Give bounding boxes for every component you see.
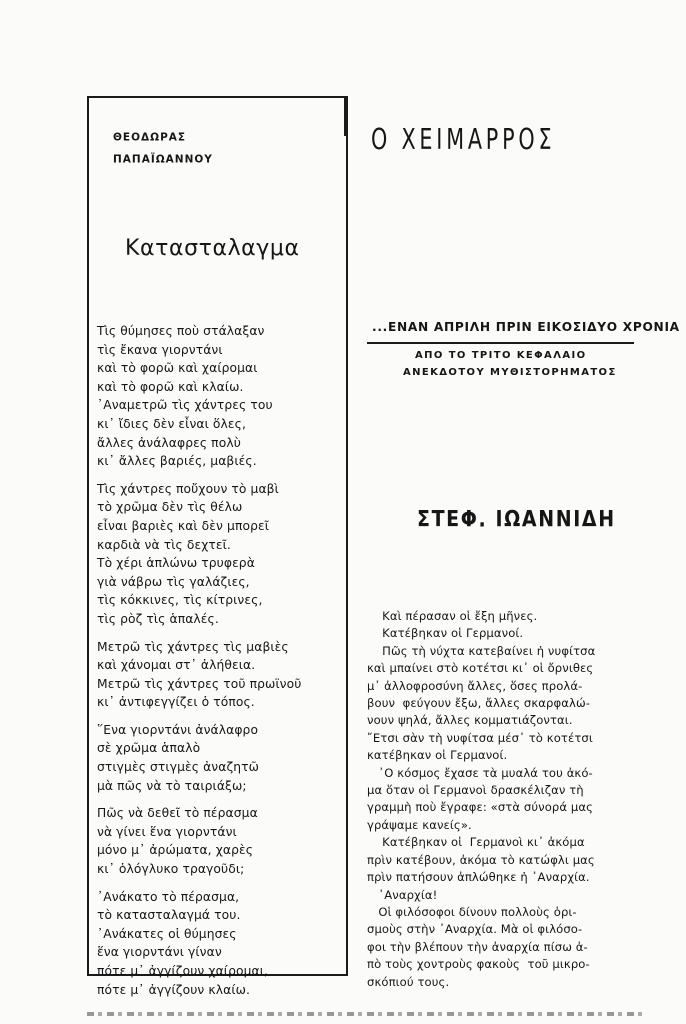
article-line: Κατέβηκαν οἱ Γερμανοὶ κι᾿ ἀκόμα <box>367 835 585 850</box>
poem-line: νὰ γίνει ἕνα γιορντάνι <box>97 824 237 839</box>
poem-line: ᾿Ανάκατες οἱ θύμησες <box>97 926 237 941</box>
article-line: σμοὺς στὴν ᾿Αναρχία. Μὰ οἱ φιλόσο- <box>367 922 583 937</box>
poem-line: σὲ χρῶμα ἁπαλὸ <box>97 741 201 756</box>
poem-line: κι᾿ ἴδιες δὲν εἶναι ὅλες, <box>97 416 246 431</box>
poem-line: καρδιὰ νὰ τὶς δεχτεῖ. <box>97 537 231 552</box>
article-line: νουν ψηλά, ἄλλες κομματιάζονται. <box>367 713 573 728</box>
article-body <box>367 608 635 991</box>
article-line: κατέβηκαν οἱ Γερμανοί. <box>367 748 508 763</box>
poem-line: καὶ τὸ φορῶ καὶ χαίρομαι <box>97 361 258 376</box>
scan-edge-mark <box>87 1012 642 1016</box>
poem-line: στιγμὲς στιγμὲς ἀναζητῶ <box>97 760 260 775</box>
article-line: πρὶν πατήσουν ἀπλώθηκε ἡ ᾿Αναρχία. <box>367 870 590 885</box>
article-subtitle: ...ΕΝΑΝ ΑΠΡΙΛΗ ΠΡΙΝ ΕΙΚΟΣΙΔΥΟ ΧΡΟΝΙΑ <box>372 320 680 334</box>
poem-line: κι᾿ ἀντιφεγγίζει ὁ τόπος. <box>97 695 255 710</box>
poem-title: Κατασταλαγμα <box>125 236 300 261</box>
article-line: βουν φεύγουν ἔξω, ἄλλες σκαρφαλώ- <box>367 696 591 711</box>
poem-line: κι᾿ ἄλλες βαριές, μαβιές. <box>97 454 257 469</box>
article-line: σκόπιού τους. <box>367 974 450 989</box>
poem-line: εἶναι βαριὲς καὶ δὲν μπορεῖ <box>97 518 269 533</box>
article-line: ᾿Αναρχία! <box>367 887 438 902</box>
poem-line: Μετρῶ τὶς χάντρες τὶς μαβιὲς <box>97 639 289 654</box>
article-line: Οἱ φιλόσοφοι δίνουν πολλοὺς ὁρι- <box>367 904 577 919</box>
poem-line: γιὰ νάβρω τὶς γαλάζιες, <box>97 574 250 589</box>
poem-line: μόνο μ᾿ ἀρώματα, χαρὲς <box>97 843 254 858</box>
main-title: Ο ΧΕΙΜΑΡΡΟΣ <box>371 124 556 157</box>
frame-corner-bar <box>344 96 347 136</box>
poem-stanza <box>97 638 301 712</box>
poem-stanza <box>97 322 301 471</box>
poem-line: καὶ τὸ φορῶ καὶ κλαίω. <box>97 379 244 394</box>
article-line: μα ὅταν οἱ Γερμανοὶ δρασκέλιζαν τὴ <box>367 783 584 798</box>
article-author: ΣΤΕΦ. ΙΩΑΝΝΙΔΗ <box>417 507 616 533</box>
poem-line: πότε μ᾿ ἀγγίζουν κλαίω. <box>97 982 250 997</box>
article-line: γραμμὴ ποὺ ἔγραφε: «στὰ σύνορά μας <box>367 800 594 815</box>
poem-stanza <box>97 480 301 629</box>
source-line-1: ΑΠΟ ΤΟ ΤΡΙΤΟ ΚΕΦΑΛΑΙΟ <box>415 350 587 361</box>
poem-line: Πῶς νὰ δεθεῖ τὸ πέρασμα <box>97 806 258 821</box>
poem-line: ἄλλες ἀνάλαφρες πολὺ <box>97 435 241 450</box>
poem-line: κι᾿ ὁλόγλυκο τραγοῦδι; <box>97 862 245 877</box>
article-line: Καὶ πέρασαν οἱ ἔξη μῆνες. <box>367 609 538 623</box>
poem-stanza <box>97 721 301 795</box>
poem-line: Τὶς θύμησες ποὺ στάλαξαν <box>97 324 265 338</box>
poem-line: πότε μ᾿ ἀγγίζουν χαίρομαι, <box>97 964 268 978</box>
article-line: πρὶν κατέβουν, ἀκόμα τὸ κατώφλι μας <box>367 852 595 867</box>
article-line: ῎Ετσι σὰν τὴ νυφίτσα μέσ᾿ τὸ κοτέτσι <box>367 730 593 745</box>
poem-line: Τὸ χέρι ἁπλώνω τρυφερὰ <box>97 556 255 571</box>
poem-line: ῞Ενα γιορντάνι ἀνάλαφρο <box>97 722 259 737</box>
article-line: γράψαμε κανείς». <box>367 817 472 832</box>
poem-line: ἕνα γιορντάνι γίναν <box>97 945 222 960</box>
article-line: μ᾿ ἀλλοφροσύνη ἄλλες, ὅσες προλά- <box>367 678 583 693</box>
poem-line: τὸ κατασταλαγμά του. <box>97 908 241 923</box>
source-line-2: ΑΝΕΚΔΟΤΟΥ ΜΥΘΙΣΤΟΡΗΜΑΤΟΣ <box>403 367 617 378</box>
poem-line: ᾿Ανάκατο τὸ πέρασμα, <box>97 889 240 904</box>
article-line: πὸ τοὺς χοντροὺς φακοὺς τοῦ μικρο- <box>367 957 590 972</box>
poem-line: καὶ χάνομαι στ᾿ ἀλήθεια. <box>97 658 256 673</box>
poem-stanza <box>97 804 301 878</box>
article-line: ᾿Ο κόσμος ἔχασε τὰ μυαλά του ἀκό- <box>367 765 593 780</box>
subtitle-rule <box>367 342 634 344</box>
poem-line: Μετρῶ τὶς χάντρες τοῦ πρωϊνοῦ <box>97 676 302 691</box>
author-last-name: ΠΑΠΑΪΩΑΝΝΟΥ <box>113 153 213 166</box>
poem-line: ᾿Αναμετρῶ τὶς χάντρες του <box>97 398 273 413</box>
poem-body <box>97 322 301 1008</box>
poem-author <box>113 127 213 171</box>
poem-line: Τὶς χάντρες ποὔχουν τὸ μαβὶ <box>97 481 279 496</box>
poem-line: τὸ χρῶμα δὲν τὶς θέλω <box>97 500 243 515</box>
article-line: Κατέβηκαν οἱ Γερμανοί. <box>367 626 524 641</box>
poem-stanza <box>97 888 301 1000</box>
poem-line: τὶς ρὸζ τὶς ἁπαλές. <box>97 611 219 626</box>
poem-line: μὰ πῶς νὰ τὸ ταιριάξω; <box>97 778 247 793</box>
author-first-name: ΘΕΟΔΩΡΑΣ <box>113 131 187 144</box>
poem-line: τὶς κόκκινες, τὶς κίτρινες, <box>97 593 263 608</box>
article-line: φοι τὴν βλέπουν τὴν ἀναρχία πίσω ἀ- <box>367 939 588 954</box>
article-line: Πῶς τὴ νύχτα κατεβαίνει ἡ νυφίτσα <box>367 643 596 658</box>
article-line: καὶ μπαίνει στὸ κοτέτσι κι᾿ οἱ ὄρνιθες <box>367 661 594 676</box>
poem-line: τὶς ἔκανα γιορντάνι <box>97 342 223 357</box>
